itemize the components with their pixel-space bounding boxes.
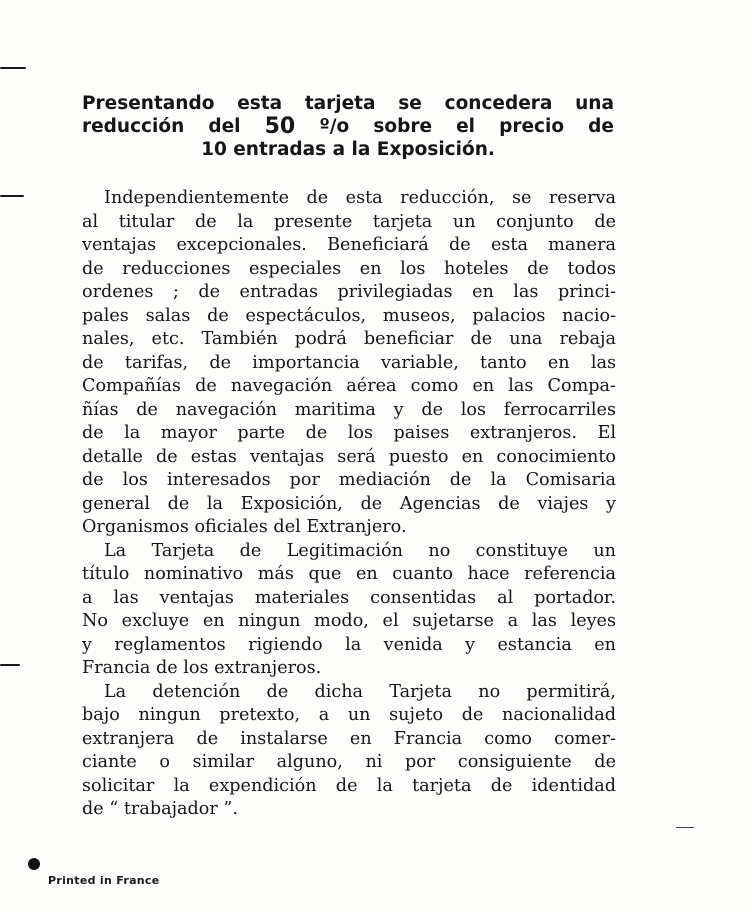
text-line: extranjera de instalarse en Francia como comer- [82, 728, 616, 749]
heading-word: del [208, 116, 241, 137]
heading-word: de [588, 116, 614, 137]
text-line: pales salas de espectáculos, museos, palacios nacio- [82, 305, 616, 326]
heading-word: Presentando [82, 93, 215, 114]
heading-word: se [398, 93, 422, 114]
heading-word: reducción [82, 116, 185, 137]
heading [82, 92, 614, 161]
scan-artifact [676, 827, 694, 828]
text-line: Organismos oficiales del Extranjero. [82, 517, 407, 537]
paragraph [82, 681, 616, 822]
heading-word: concedera [444, 93, 553, 114]
heading-word: precio [499, 116, 565, 137]
paragraph [82, 187, 616, 540]
text-line: y reglamentos rigiendo la venida y estancia en [82, 634, 616, 655]
text-line: ventajas excepcionales. Beneficiará de esta manera [82, 235, 616, 255]
heading-word: una [575, 93, 614, 114]
text-line: Independientemente de esta reducción, se reserva [104, 188, 616, 208]
text-line: de “ trabajador ”. [82, 799, 238, 819]
text-line: bajo ningun pretexto, a un sujeto de nacionalidad [82, 705, 616, 725]
text-line: título nominativo más que en cuanto hace referencia [82, 564, 616, 584]
text-line: La detención de dicha Tarjeta no permitirá, [104, 681, 616, 702]
paragraph [82, 540, 616, 681]
margin-mark [0, 67, 26, 69]
heading-word: tarjeta [304, 93, 376, 114]
text-line: al titular de la presente tarjeta un conjunto de [82, 211, 616, 232]
text-line: Compañías de navegación aérea como en las Compa- [82, 376, 616, 396]
text-line: de los interesados por mediación de la Comisaria [82, 470, 616, 490]
text-line: ordenes ; de entradas privilegiadas en las princi- [82, 282, 616, 302]
heading-line-3 [82, 138, 614, 161]
text-line: La Tarjeta de Legitimación no constituye un [104, 540, 616, 561]
text-line: general de la Exposición, de Agencias de viajes y [82, 493, 616, 514]
heading-line-3-text: 10 entradas a la Exposición. [201, 139, 495, 160]
footer-dot [28, 858, 40, 870]
text-line: de reducciones especiales en los hoteles de todos [82, 258, 616, 279]
text-line: No excluye en ningun modo, el sujetarse a las leyes [82, 611, 616, 631]
heading-line-2 [82, 115, 614, 138]
heading-word: el [456, 116, 475, 137]
margin-mark [0, 664, 20, 666]
text-line: ciante o similar alguno, ni por consiguiente de [82, 752, 616, 772]
text-line: de tarifas, de importancia variable, tanto en las [82, 352, 616, 373]
heading-word: esta [237, 93, 283, 114]
text-line: de la mayor parte de los paises extranjeros. El [82, 423, 616, 443]
text-line: Francia de los extranjeros. [82, 658, 322, 678]
discount-percentage: 50 [264, 114, 296, 139]
printed-in-france: Printed in France [48, 874, 160, 887]
text-line: nales, etc. También podrá beneficiar de una rebaja [82, 329, 616, 349]
heading-word: sobre [373, 116, 432, 137]
body-text [82, 187, 616, 822]
text-line: detalle de estas ventajas será puesto en conocimiento [82, 446, 616, 467]
text-line: a las ventajas materiales consentidas al portador. [82, 587, 616, 608]
heading-line-1 [82, 92, 614, 115]
percent-sign: º/o [319, 116, 350, 137]
text-line: solicitar la expendición de la tarjeta de identidad [82, 775, 616, 796]
text-line: ñías de navegación maritima y de los ferrocarriles [82, 399, 616, 420]
margin-mark [0, 195, 24, 197]
